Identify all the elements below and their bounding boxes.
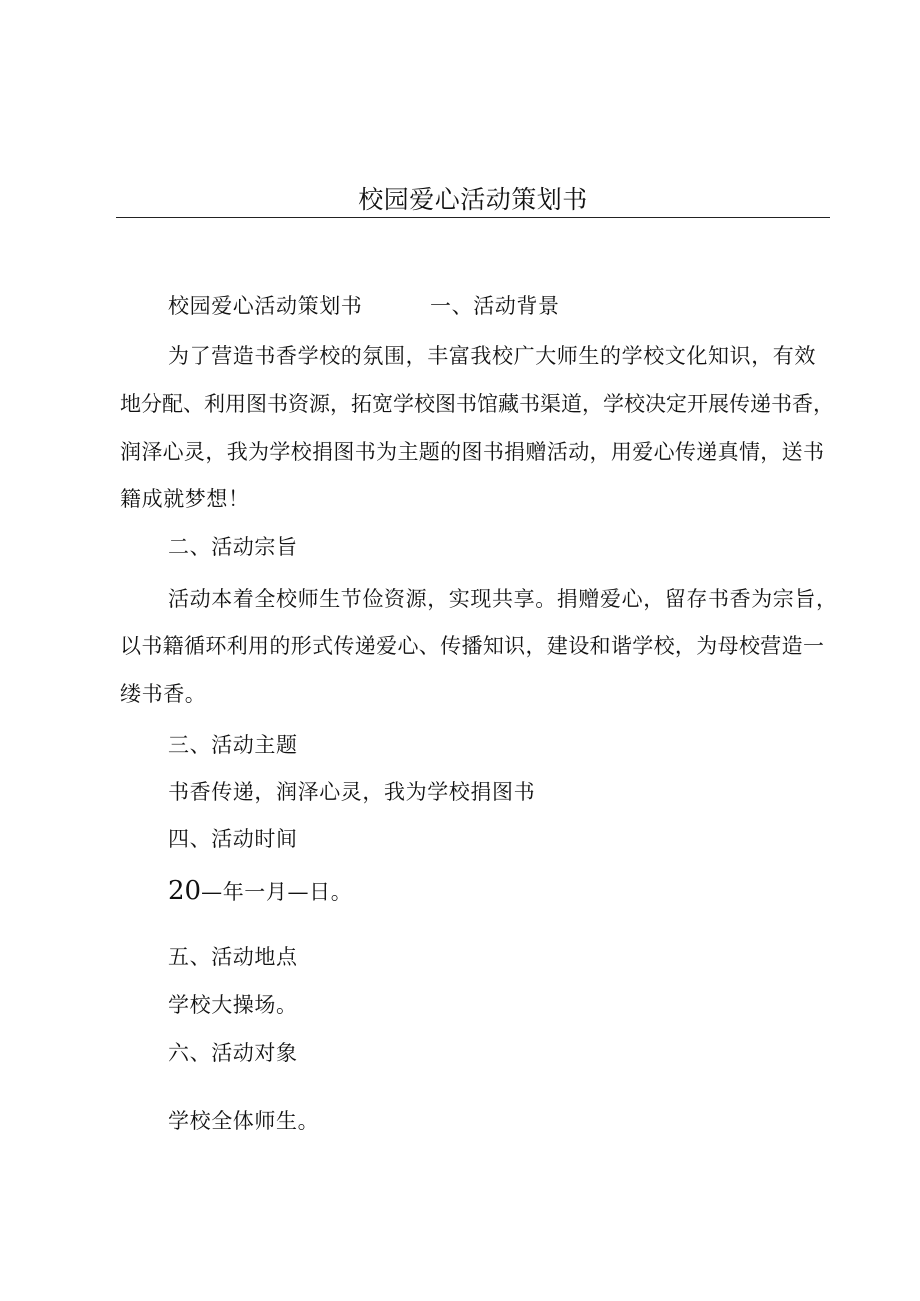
section-heading-theme: 三、活动主题 (168, 733, 298, 757)
time-year: 20 (168, 876, 202, 906)
section-heading-purpose: 二、活动宗旨 (168, 535, 298, 559)
audience-text: 学校全体师生。 (168, 1109, 320, 1133)
purpose-line-1: 活动本着全校师生节俭资源，实现共享。捐赠爱心，留存书香为宗旨， (168, 587, 838, 611)
purpose-line-3: 缕书香。 (120, 682, 207, 706)
section-heading-place: 五、活动地点 (168, 945, 298, 969)
document-title: 校园爱心活动策划书 (358, 185, 588, 214)
background-line-2: 地分配、利用图书资源，拓宽学校图书馆藏书渠道，学校决定开展传递书香， (120, 392, 834, 416)
background-line-4: 籍成就梦想！ (120, 487, 250, 511)
section-heading-audience: 六、活动对象 (168, 1041, 298, 1065)
purpose-line-2: 以书籍循环利用的形式传递爱心、传播知识，建设和谐学校，为母校营造一 (120, 634, 824, 658)
title-underline (116, 217, 830, 218)
section-heading-time: 四、活动时间 (168, 827, 298, 851)
theme-text: 书香传递，润泽心灵，我为学校捐图书 (168, 780, 536, 804)
time-rest: —年一月—日。 (201, 880, 353, 904)
background-line-3: 润泽心灵，我为学校捐图书为主题的图书捐赠活动，用爱心传递真情，送书 (120, 440, 824, 464)
background-line-1: 为了营造书香学校的氛围，丰富我校广大师生的学校文化知识，有效 (168, 344, 816, 368)
place-text: 学校大操场。 (168, 993, 298, 1017)
section-heading-background: 一、活动背景 (430, 294, 560, 318)
intro-label: 校园爱心活动策划书 (168, 294, 363, 318)
time-text (168, 877, 352, 906)
